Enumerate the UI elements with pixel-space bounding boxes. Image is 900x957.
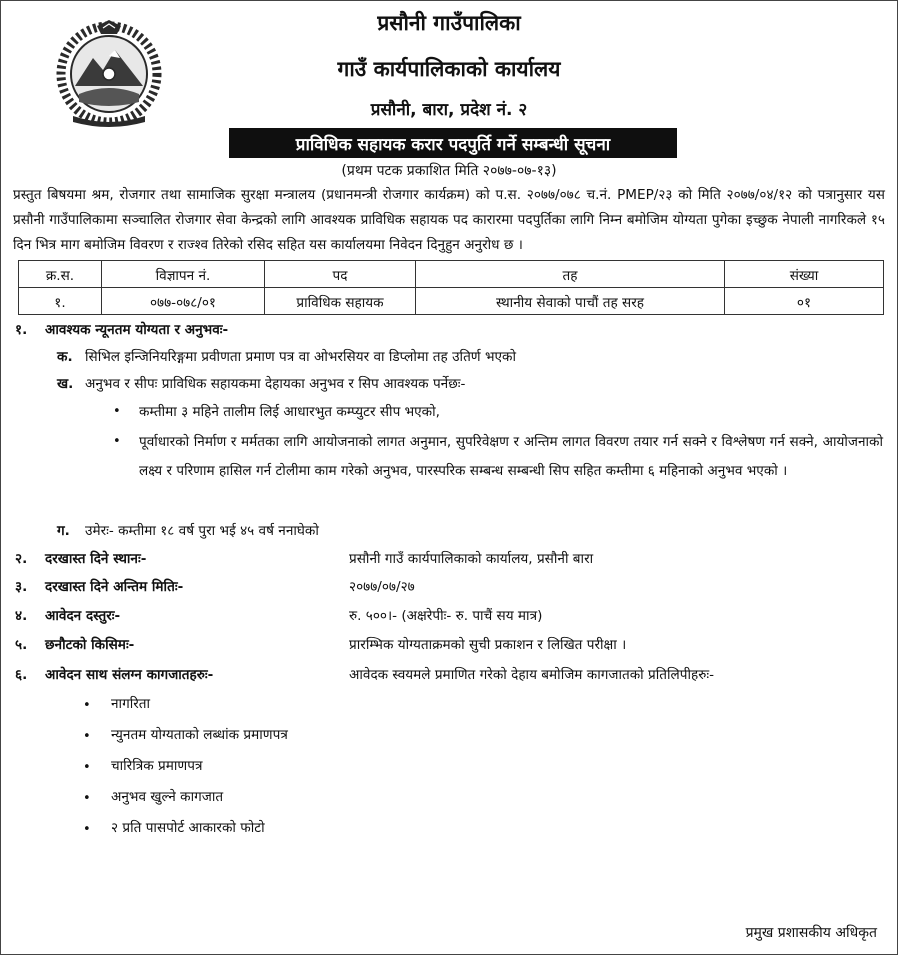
signature-title: प्रमुख प्रशासकीय अधिकृत [745,925,877,941]
bullet-icon: • [83,791,91,806]
sub-item-a [1,344,897,371]
publish-date: (प्रथम पटक प्रकाशित मिति २०७७-०७-१३) [341,163,557,179]
sub-item-c [1,518,897,545]
section-title: आवेदन साथ संलग्न कागजातहरुः- [45,667,214,683]
table-header-cell: तह [416,261,725,288]
bullet-icon: • [113,434,121,449]
document-item: अनुभव खुल्ने कागजात [111,789,224,805]
list-item [1,690,897,721]
table-header-cell: विज्ञापन नं. [102,261,265,288]
section-value: प्रारम्भिक योग्यताक्रमको सुची प्रकाशन र लिखित परीक्षा । [349,637,627,653]
detail-row [1,631,897,660]
table-cell: प्राविधिक सहायक [265,288,416,315]
list-item [1,814,897,845]
org-name: प्रसौनी गाउँपालिका [377,11,521,35]
org-office: गाउँ कार्यपालिकाको कार्यालय [337,57,561,81]
list-item [1,783,897,814]
table-header-cell: संख्या [725,261,884,288]
list-item [1,752,897,783]
sub-text: सिभिल इन्जिनियरिङ्गमा प्रवीणता प्रमाण पत्र वा ओभरसियर वा डिप्लोमा तह उतिर्ण भएको [85,349,516,365]
section-title: दरखास्त दिने अन्तिम मितिः- [45,579,184,595]
sub-label: ख. [57,376,74,392]
table-header-cell: क्र.स. [19,261,102,288]
sub-label: क. [57,349,73,365]
vacancy-table [18,260,884,315]
intro-paragraph: प्रस्तुत बिषयमा श्रम, रोजगार तथा सामाजिक सुरक्षा मन्त्रालय (प्रधानमन्त्री रोजगार कार्यक्रम) को प.स. २०७७/०७८ च.नं. PMEP/२३ को मिति २०७७/०४/१२ को पत्रानुसार यस प्रसौनी गाउँपालिकामा सञ्चालित रोजगार सेवा केन्द्रको लागि आवश्यक प्राविधिक सहायक पद कारारमा पदपुर्तिका लागि निम्न बमोजिम योग्यता पुगेका इच्छुक नेपाली नागरिकले १५ दिन भित्र माग बमोजिम विवरण र राज्श्व तिरेको रसिद सहित यस कार्यालयमा निवेदन दिनुहुन अनुरोध छ । [13,187,885,253]
section-value: प्रसौनी गाउँ कार्यपालिकाको कार्यालय, प्रसौनी बारा [349,551,594,567]
bullet-text: पूर्वाधारको निर्माण र मर्मतका लागि आयोजनाको लागत अनुमान, सुपरिवेक्षण र अन्तिम लागत विवरण तयार गर्न सक्ने र विश्लेषण गर्न सक्ने, आयोजनाको लक्ष्य र परिणाम हासिल गर्न टोलीमा काम गरेको अनुभव, पारस्परिक सम्बन्ध सम्बन्धी सिप सहित कम्तीमा ६ महिनाको अनुभव भएको । [139,434,883,479]
section-value: रु. ५००।- (अक्षरेपीः- रु. पाचैं सय मात्र) [349,608,543,624]
bullet-icon: • [83,729,91,744]
bullet-icon: • [113,404,121,419]
document-item: २ प्रति पासपोर्ट आकारको फोटो [111,820,265,836]
section-number: ५. [15,637,28,653]
section-qualification [1,317,897,344]
detail-row [1,573,897,602]
sub-text: उमेरः- कम्तीमा १८ वर्ष पुरा भई ४५ वर्ष ननाघेको [85,523,319,539]
section-number: २. [15,551,28,567]
list-item [1,428,897,518]
bullet-icon: • [83,822,91,837]
section-value: आवेदक स्वयमले प्रमाणित गरेको देहाय बमोजिम कागजातको प्रतिलिपीहरुः- [349,667,714,683]
section-number: ४. [15,608,28,624]
table-cell: १. [19,288,102,315]
detail-row [1,660,897,690]
document-item: नागरिता [111,696,151,712]
detail-row [1,602,897,631]
document-item: न्युनतम योग्यताको लब्धांक प्रमाणपत्र [111,727,288,743]
bullet-icon: • [83,760,91,775]
sub-label: ग. [57,523,70,539]
list-item [1,721,897,752]
notice-header [1,1,897,183]
document-item: चारित्रिक प्रमाणपत्र [111,758,203,774]
table-cell: ०१ [725,288,884,315]
org-address: प्रसौनी, बारा, प्रदेश नं. २ [370,100,528,120]
bullet-text: कम्तीमा ३ महिने तालीम लिई आधारभुत कम्प्युटर सीप भएको, [139,404,440,420]
table-header-row [19,261,884,288]
table-cell: ०७७-०७८/०१ [102,288,265,315]
section-value: २०७७/०७/२७ [349,579,415,595]
list-item [1,398,897,428]
bullet-icon: • [83,698,91,713]
notice-title: प्राविधिक सहायक करार पदपुर्ति गर्ने सम्बन्धी सूचना [229,128,677,158]
section-title: छनौटको किसिमः- [45,637,135,653]
section-number: ३. [15,579,28,595]
section-title: आवश्यक न्यूनतम योग्यता र अनुभवः- [45,322,229,338]
section-number: १. [15,322,28,338]
section-title: दरखास्त दिने स्थानः- [45,551,147,567]
section-title: आवेदन दस्तुरः- [45,608,121,624]
table-cell: स्थानीय सेवाको पाचौं तह सरह [416,288,725,315]
table-header-cell: पद [265,261,416,288]
table-row [19,288,884,315]
section-number: ६. [15,667,28,683]
sub-item-b [1,371,897,398]
sub-text: अनुभव र सीपः प्राविधिक सहायकमा देहायका अनुभव र सिप आवश्यक पर्नेछः- [85,376,466,392]
detail-row [1,545,897,573]
